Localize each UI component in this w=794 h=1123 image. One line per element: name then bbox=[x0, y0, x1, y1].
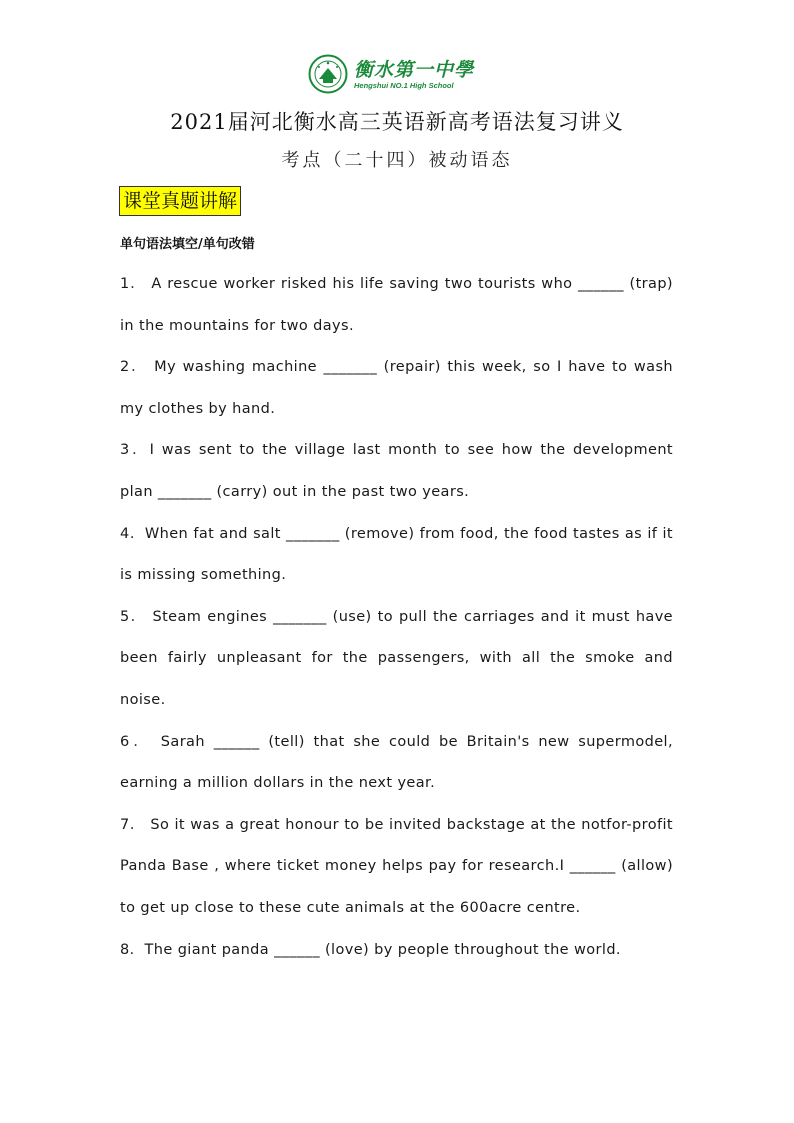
question-item: 1． A rescue worker risked his life saving two tourists who ______ (trap) in the mountains for two days. bbox=[120, 276, 673, 334]
question-item: 3．I was sent to the village last month to see how the development plan _______ (carry) out in the past two years. bbox=[120, 442, 673, 500]
question-item: 7． So it was a great honour to be invited backstage at the notfor-profit Panda Base , where ticket money helps pay for research.I ______ (allow) to get up close to these cute animals at the 600acre centre. bbox=[120, 816, 673, 916]
question-item: 5． Steam engines _______ (use) to pull the carriages and it must have been fairly unpleasant for the passengers, with all the smoke and noise. bbox=[120, 608, 673, 708]
question-list bbox=[120, 264, 673, 971]
page-subtitle: 考点（二十四）被动语态 bbox=[281, 150, 513, 171]
section-badge: 课堂真题讲解 bbox=[119, 186, 241, 216]
school-logo bbox=[308, 52, 478, 96]
school-name-cn: 衡水第一中學 bbox=[354, 58, 475, 81]
exercise-heading: 单句语法填空/单句改错 bbox=[120, 237, 255, 252]
question-item: 2． My washing machine _______ (repair) this week, so I have to wash my clothes by hand. bbox=[120, 359, 673, 417]
question-item: 4．When fat and salt _______ (remove) from food, the food tastes as if it is missing something. bbox=[120, 525, 673, 584]
school-name-en: Hengshui NO.1 High School bbox=[354, 80, 454, 90]
question-item: 6． Sarah ______ (tell) that she could be Britain's new supermodel, earning a million dollars in the next year. bbox=[120, 733, 673, 792]
question-item: 8．The giant panda ______ (love) by people throughout the world. bbox=[120, 941, 621, 958]
school-seal-icon bbox=[308, 54, 348, 94]
page-title: 2021届河北衡水高三英语新高考语法复习讲义 bbox=[170, 110, 624, 134]
